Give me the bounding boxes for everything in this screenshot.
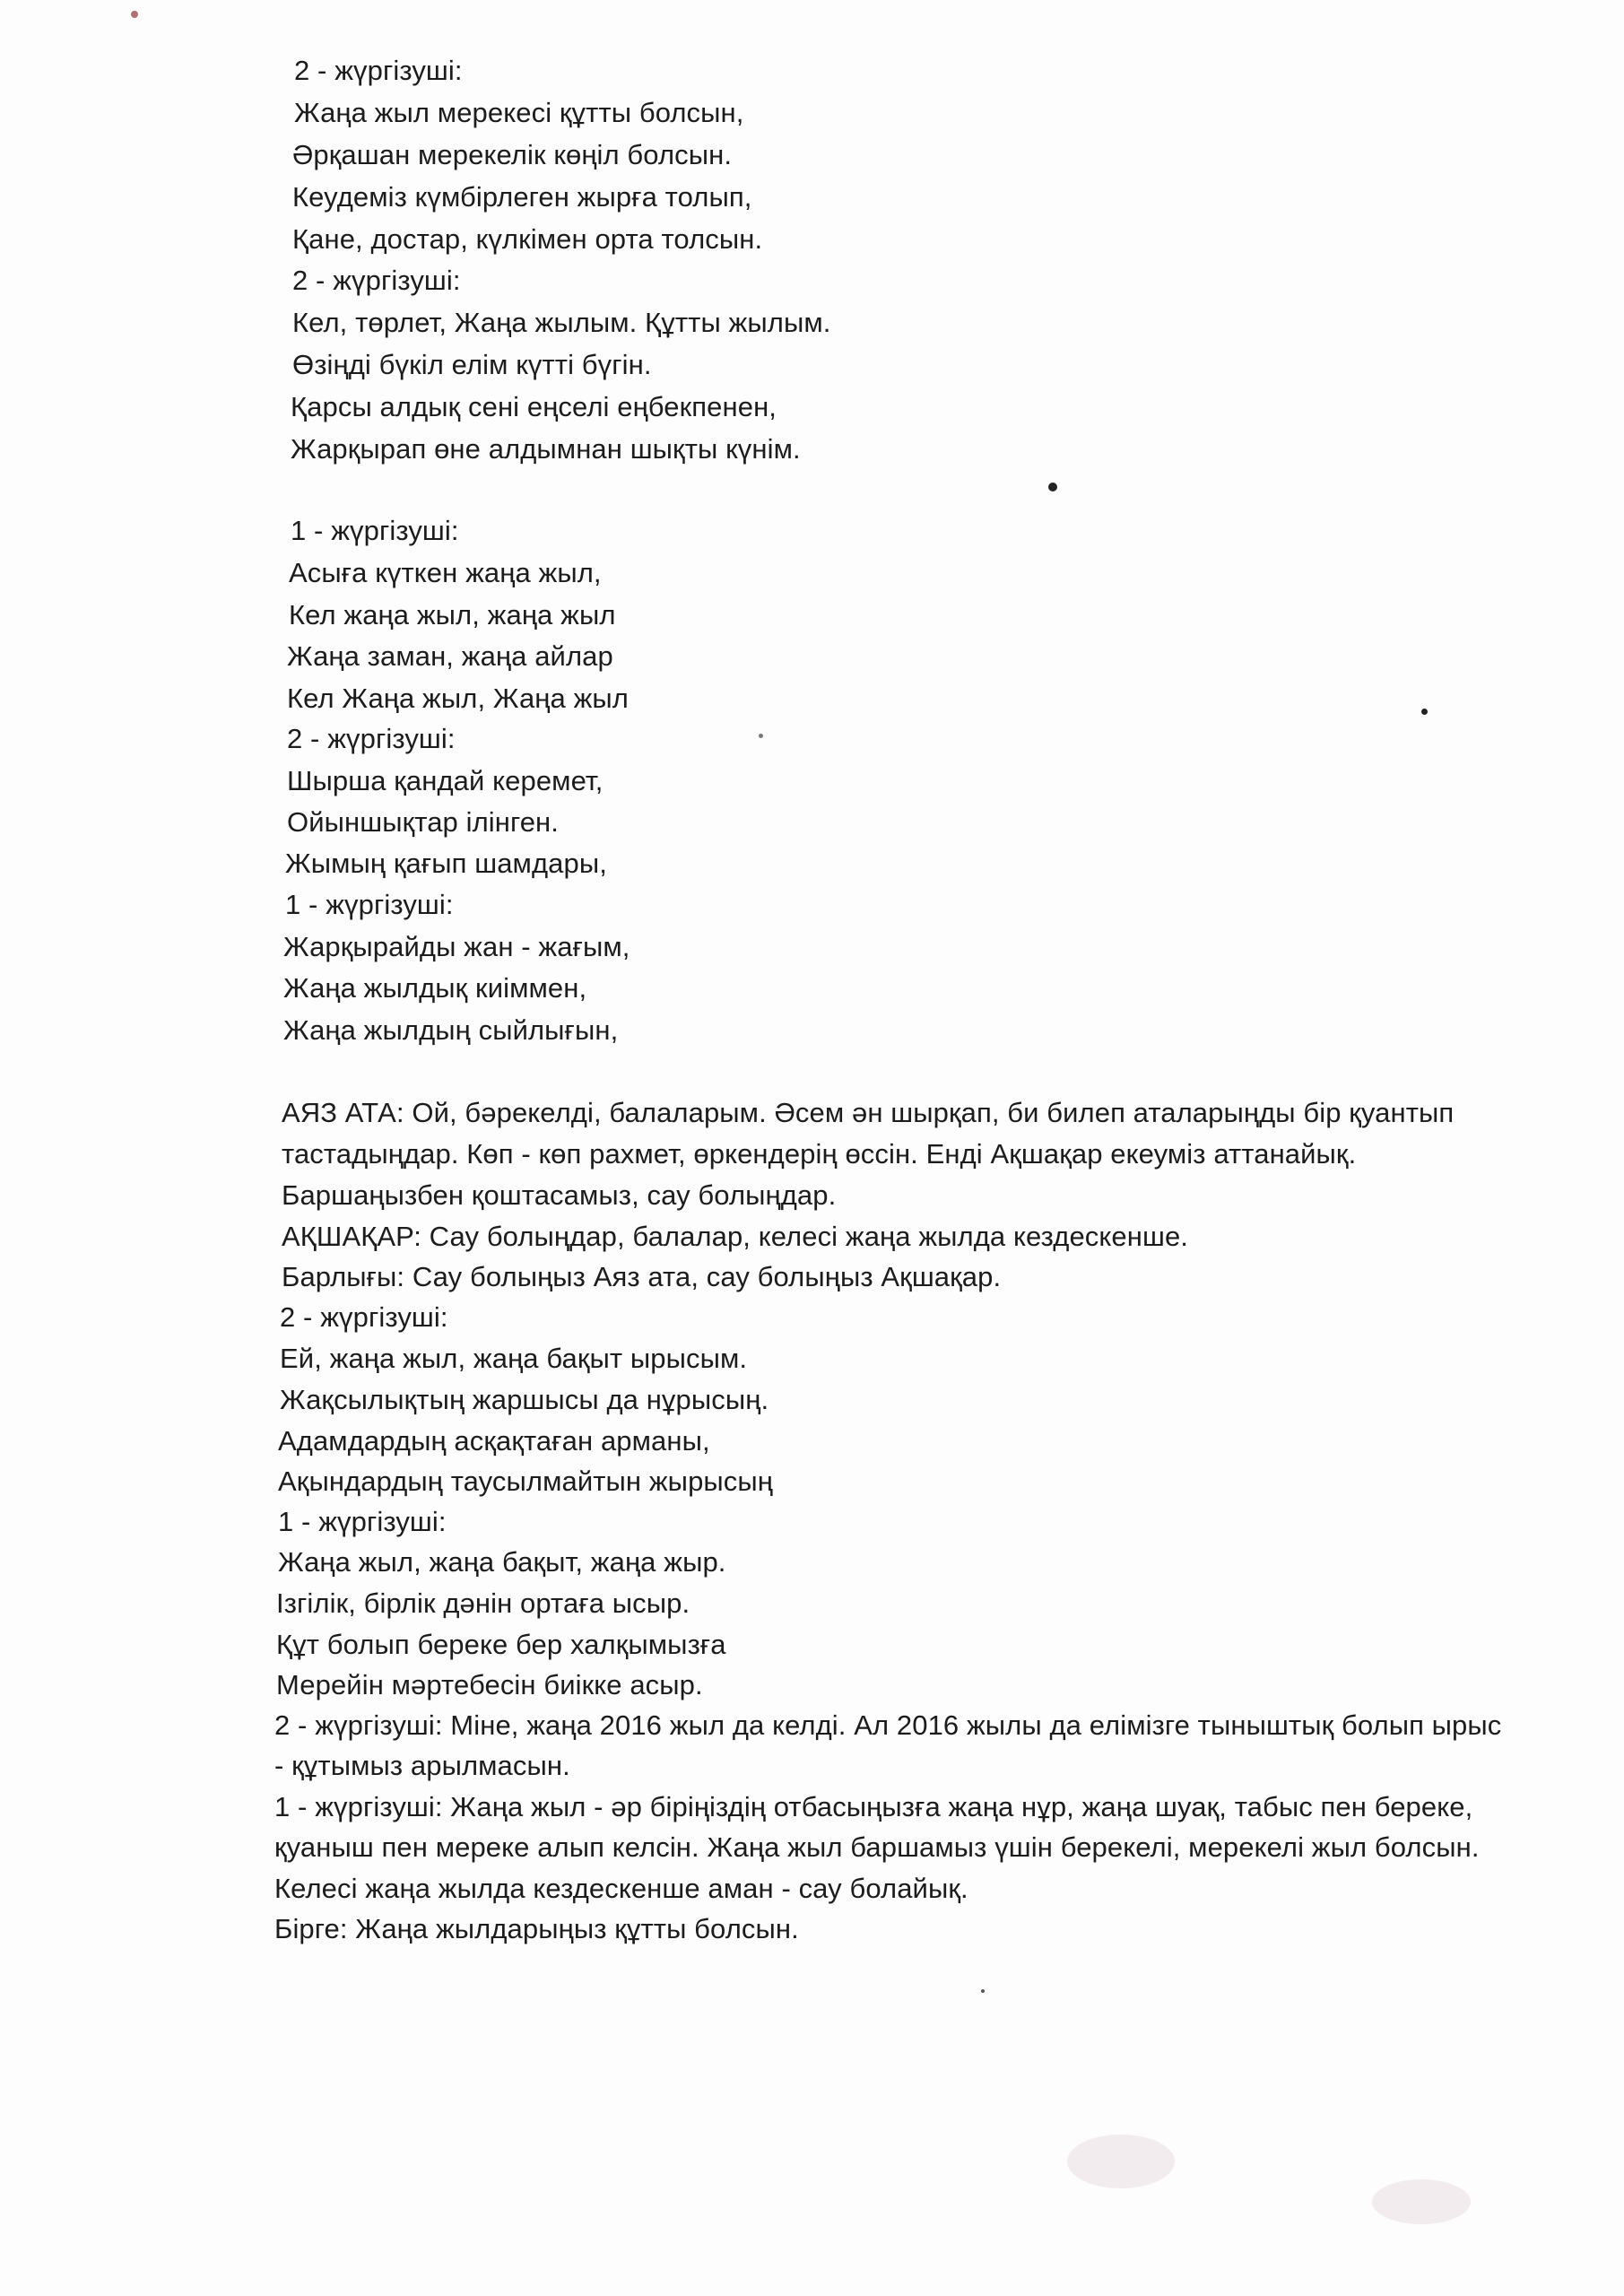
text-line: Ойыншықтар ілінген. — [287, 806, 559, 838]
text-line: Ізгілік, бірлік дәнін ортаға ысыр. — [276, 1587, 690, 1619]
text-line: 1 - жүргізуші: — [291, 515, 459, 546]
text-line: 1 - жүргізуші: — [278, 1506, 447, 1537]
text-line: қуаныш пен мереке алып келсін. Жаңа жыл баршамыз үшін берекелі, мерекелі жыл болсын. — [274, 1831, 1480, 1863]
text-line: Құт болып береке бер халқымызға — [276, 1629, 726, 1660]
scan-speck — [759, 734, 763, 738]
text-line: Жымың қағып шамдары, — [285, 848, 607, 879]
text-line: Жаңа жыл мерекесі құтты болсын, — [294, 97, 744, 128]
text-line: Ақындардың таусылмайтын жырысың — [278, 1465, 773, 1497]
text-line: Жаңа заман, жаңа айлар — [287, 640, 613, 672]
text-line: Кеудеміз күмбірлеген жырға толып, — [292, 181, 752, 213]
text-line: Барлығы: Сау болыңыз Аяз ата, сау болыңыз Ақшақар. — [282, 1261, 1002, 1292]
text-line: 2 - жүргізуші: — [280, 1301, 448, 1333]
text-line: Жаңа жыл, жаңа бақыт, жаңа жыр. — [278, 1546, 726, 1578]
text-line: Келесі жаңа жылда кездескенше аман - сау болайық. — [274, 1873, 968, 1904]
text-line: Баршаңызбен қоштасамыз, сау болыңдар. — [282, 1179, 837, 1211]
text-line: Шырша қандай керемет, — [287, 765, 604, 796]
text-line: Асыға күткен жаңа жыл, — [289, 557, 602, 588]
text-line: Әрқашан мерекелік көңіл болсын. — [292, 139, 733, 170]
text-line: Жақсылықтың жаршысы да нұрысың. — [280, 1384, 769, 1415]
text-line: 1 - жүргізуші: — [285, 889, 454, 920]
text-line: Ей, жаңа жыл, жаңа бақыт ырысым. — [280, 1343, 748, 1374]
text-line: АЯЗ АТА: Ой, бәрекелді, балаларым. Әсем ән шырқап, би билеп аталарыңды бір қуантып — [282, 1097, 1455, 1128]
text-line: 2 - жүргізуші: — [292, 265, 461, 296]
scan-smudge — [1067, 2135, 1175, 2188]
text-line: Жаңа жылдың сыйлығын, — [283, 1014, 619, 1046]
text-line: тастадыңдар. Көп - көп рахмет, өркендерің өссін. Енді Ақшақар екеуміз аттанайық. — [282, 1138, 1357, 1170]
text-line: Адамдардың асқақтаған арманы, — [278, 1425, 710, 1457]
text-line: Жарқырап өне алдымнан шықты күнім. — [291, 433, 801, 465]
text-line: Қане, достар, күлкімен орта толсын. — [292, 223, 763, 255]
text-line: Бірге: Жаңа жылдарыңыз құтты болсын. — [274, 1913, 799, 1944]
text-line: 1 - жүргізуші: Жаңа жыл - әр біріңіздің отбасыңызға жаңа нұр, жаңа шуақ, табыс пен береке, — [274, 1791, 1473, 1822]
text-line: Кел жаңа жыл, жаңа жыл — [289, 599, 616, 631]
text-line: Мерейін мәртебесін биікке асыр. — [276, 1669, 703, 1700]
text-line: Жарқырайды жан - жағым, — [283, 931, 630, 962]
scan-speck — [1421, 709, 1428, 715]
text-line: АҚШАҚАР: Сау болыңдар, балалар, келесі жаңа жылда кездескенше. — [282, 1221, 1189, 1252]
text-line: 2 - жүргізуші: — [287, 723, 456, 754]
scan-speck — [131, 11, 138, 18]
text-line: - құтымыз арылмасын. — [274, 1750, 570, 1781]
text-line: Қарсы алдық сені еңселі еңбекпенен, — [291, 391, 777, 422]
text-line: Кел Жаңа жыл, Жаңа жыл — [287, 683, 629, 714]
text-line: Жаңа жылдық киіммен, — [283, 972, 587, 1004]
scan-speck — [981, 1989, 985, 1993]
scan-smudge — [1372, 2179, 1471, 2224]
text-line: 2 - жүргізуші: Міне, жаңа 2016 жыл да келді. Ал 2016 жылы да елімізге тыныштық болып ырыс — [274, 1709, 1502, 1741]
text-line: 2 - жүргізуші: — [294, 55, 463, 86]
text-line: Өзіңді бүкіл елім күтті бүгін. — [292, 349, 652, 380]
scan-speck — [1048, 483, 1057, 491]
text-line: Кел, төрлет, Жаңа жылым. Құтты жылым. — [292, 307, 831, 338]
